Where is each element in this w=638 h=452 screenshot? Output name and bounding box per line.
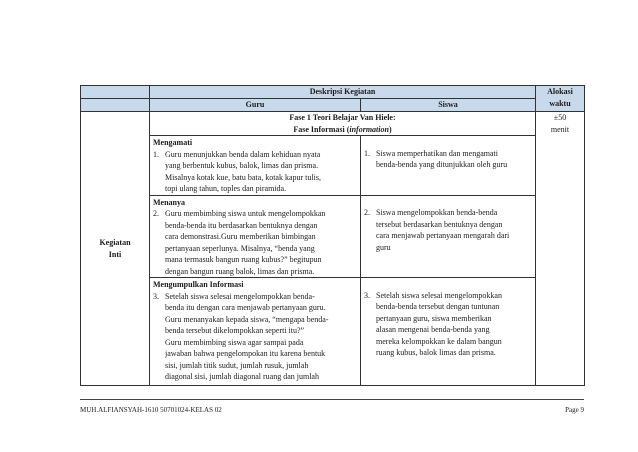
section-title: Menanya <box>153 197 185 207</box>
text-line: Misalnya kotak kue, batu bata, kotak kapur tulis, <box>165 172 321 182</box>
alokasi-value-cell <box>536 112 585 386</box>
item-number: 2. <box>153 209 159 218</box>
item-number: 1. <box>153 149 159 159</box>
section-title: Mengumpulkan Informasi <box>153 280 244 289</box>
text-line: tersebut berdasarkan bentuknya dengan <box>376 219 503 229</box>
text-line: benda tersebut dikelompokkan seperti itu?” <box>165 326 305 335</box>
text-line: Guru membimbing siswa untuk mengelompokkan <box>165 209 326 218</box>
text-line: mereka kelompokkan ke dalam bangun <box>376 336 502 346</box>
item-number: 2. <box>364 208 370 217</box>
alokasi-value: ±50 <box>553 113 567 122</box>
siswa-lines <box>376 148 532 171</box>
text-line: Siswa memperhatikan dan mengamati <box>376 148 498 158</box>
text-line: Guru menunjukkan benda dalam kehiduan nyata <box>165 149 321 159</box>
item-number: 3. <box>364 290 370 300</box>
text-line: alasan mengenai benda-benda yang <box>376 325 490 334</box>
guru-cell-menanya <box>150 195 361 278</box>
guru-cell-mengamati <box>150 136 361 196</box>
text-line: benda-benda tersebut dengan tuntunan <box>376 302 500 311</box>
text-line: dengan bangun ruang balok, limas dan prisma. <box>165 266 315 276</box>
text-line: pertanyaan guru, siswa memberikan <box>376 313 492 323</box>
siswa-lines <box>376 207 532 253</box>
header-deskripsi-kegiatan: Deskripsi Kegiatan <box>150 86 536 99</box>
phase-title-cell <box>150 112 536 136</box>
phase-title-prefix: Fase Informasi ( <box>293 124 350 134</box>
item-number: 1. <box>364 148 370 158</box>
phase-title-line1: Fase 1 Teori Belajar Van Hiele: <box>289 113 396 122</box>
phase-title-line2 <box>150 124 535 136</box>
text-line: Siswa mengelompokkan benda-benda <box>376 208 498 217</box>
text-line: cara demonstrasi.Guru memberikan bimbingan <box>165 232 316 241</box>
siswa-lines <box>376 290 532 359</box>
text-line: mana termasuk bangun ruang kubus?” begitupun <box>165 255 322 264</box>
header-alokasi-line2: waktu <box>549 98 571 108</box>
text-line: Setelah siswa selesai mengelompokkan benda- <box>165 291 315 301</box>
siswa-cell-mengumpulkan-informasi <box>361 278 536 386</box>
alokasi-unit: menit <box>550 124 570 134</box>
text-line: ruang kubus, balok limas dan prisma. <box>376 348 496 357</box>
guru-lines <box>165 149 357 195</box>
item-number: 3. <box>153 291 159 301</box>
header-empty-cell <box>81 86 150 99</box>
footer-author: MUH.ALFIANSYAH-1610 50701024-KELAS 02 <box>80 406 222 414</box>
section-title: Mengamati <box>153 138 193 147</box>
text-line: yang berbentuk kubus, balok, limas dan prisma. <box>165 161 319 170</box>
header-siswa: Siswa <box>361 99 536 112</box>
siswa-cell-mengamati <box>361 136 536 196</box>
guru-lines <box>165 291 357 383</box>
header-guru: Guru <box>150 99 361 112</box>
text-line: Setelah siswa selesai mengelompokkan <box>376 290 502 300</box>
text-line: benda itu dengan cara menjawab pertanyaan guru. <box>165 303 326 312</box>
footer-page-number: Page 9 <box>565 406 584 414</box>
guru-lines <box>165 208 357 277</box>
text-line: jawaban bahwa pengelompokan itu karena bentuk <box>165 349 326 358</box>
text-line: cara menjawab pertanyaan mengarah dari <box>376 231 510 240</box>
siswa-cell-menanya <box>361 195 536 278</box>
phase-title-suffix: ) <box>388 124 392 134</box>
text-line: sisi, jumlah titik sudut, jumlah rusuk, jumlah <box>165 360 309 370</box>
text-line: benda-benda yang ditunjukkan oleh guru <box>376 160 508 169</box>
text-line: Guru membimbing siswa agar sampai pada <box>165 337 304 347</box>
kegiatan-inti-cell <box>81 112 150 386</box>
header-alokasi-line1: Alokasi <box>547 87 573 96</box>
text-line: guru <box>376 242 391 252</box>
text-line: topi ulang tahun, toples dan piramida. <box>165 184 287 193</box>
header-alokasi-waktu <box>536 86 585 112</box>
phase-title-italic: information <box>349 124 389 134</box>
lesson-activity-table <box>80 85 585 386</box>
page-footer <box>80 399 584 414</box>
text-line: benda-benda itu berdasarkan bentuknya dengan <box>165 220 318 230</box>
kegiatan-label-line1: Kegiatan <box>99 238 131 247</box>
kegiatan-label-line2: Inti <box>108 249 122 259</box>
guru-cell-mengumpulkan-informasi <box>150 278 361 386</box>
text-line: diagonal sisi, jumlah diagonal ruang dan jumlah <box>165 372 319 381</box>
text-line: Guru menanyakan kepada siswa, “mengapa benda- <box>165 314 329 324</box>
text-line: pertanyaan seperlunya. Misalnya, “benda yang <box>165 243 315 253</box>
header-empty-cell-2 <box>81 99 150 112</box>
